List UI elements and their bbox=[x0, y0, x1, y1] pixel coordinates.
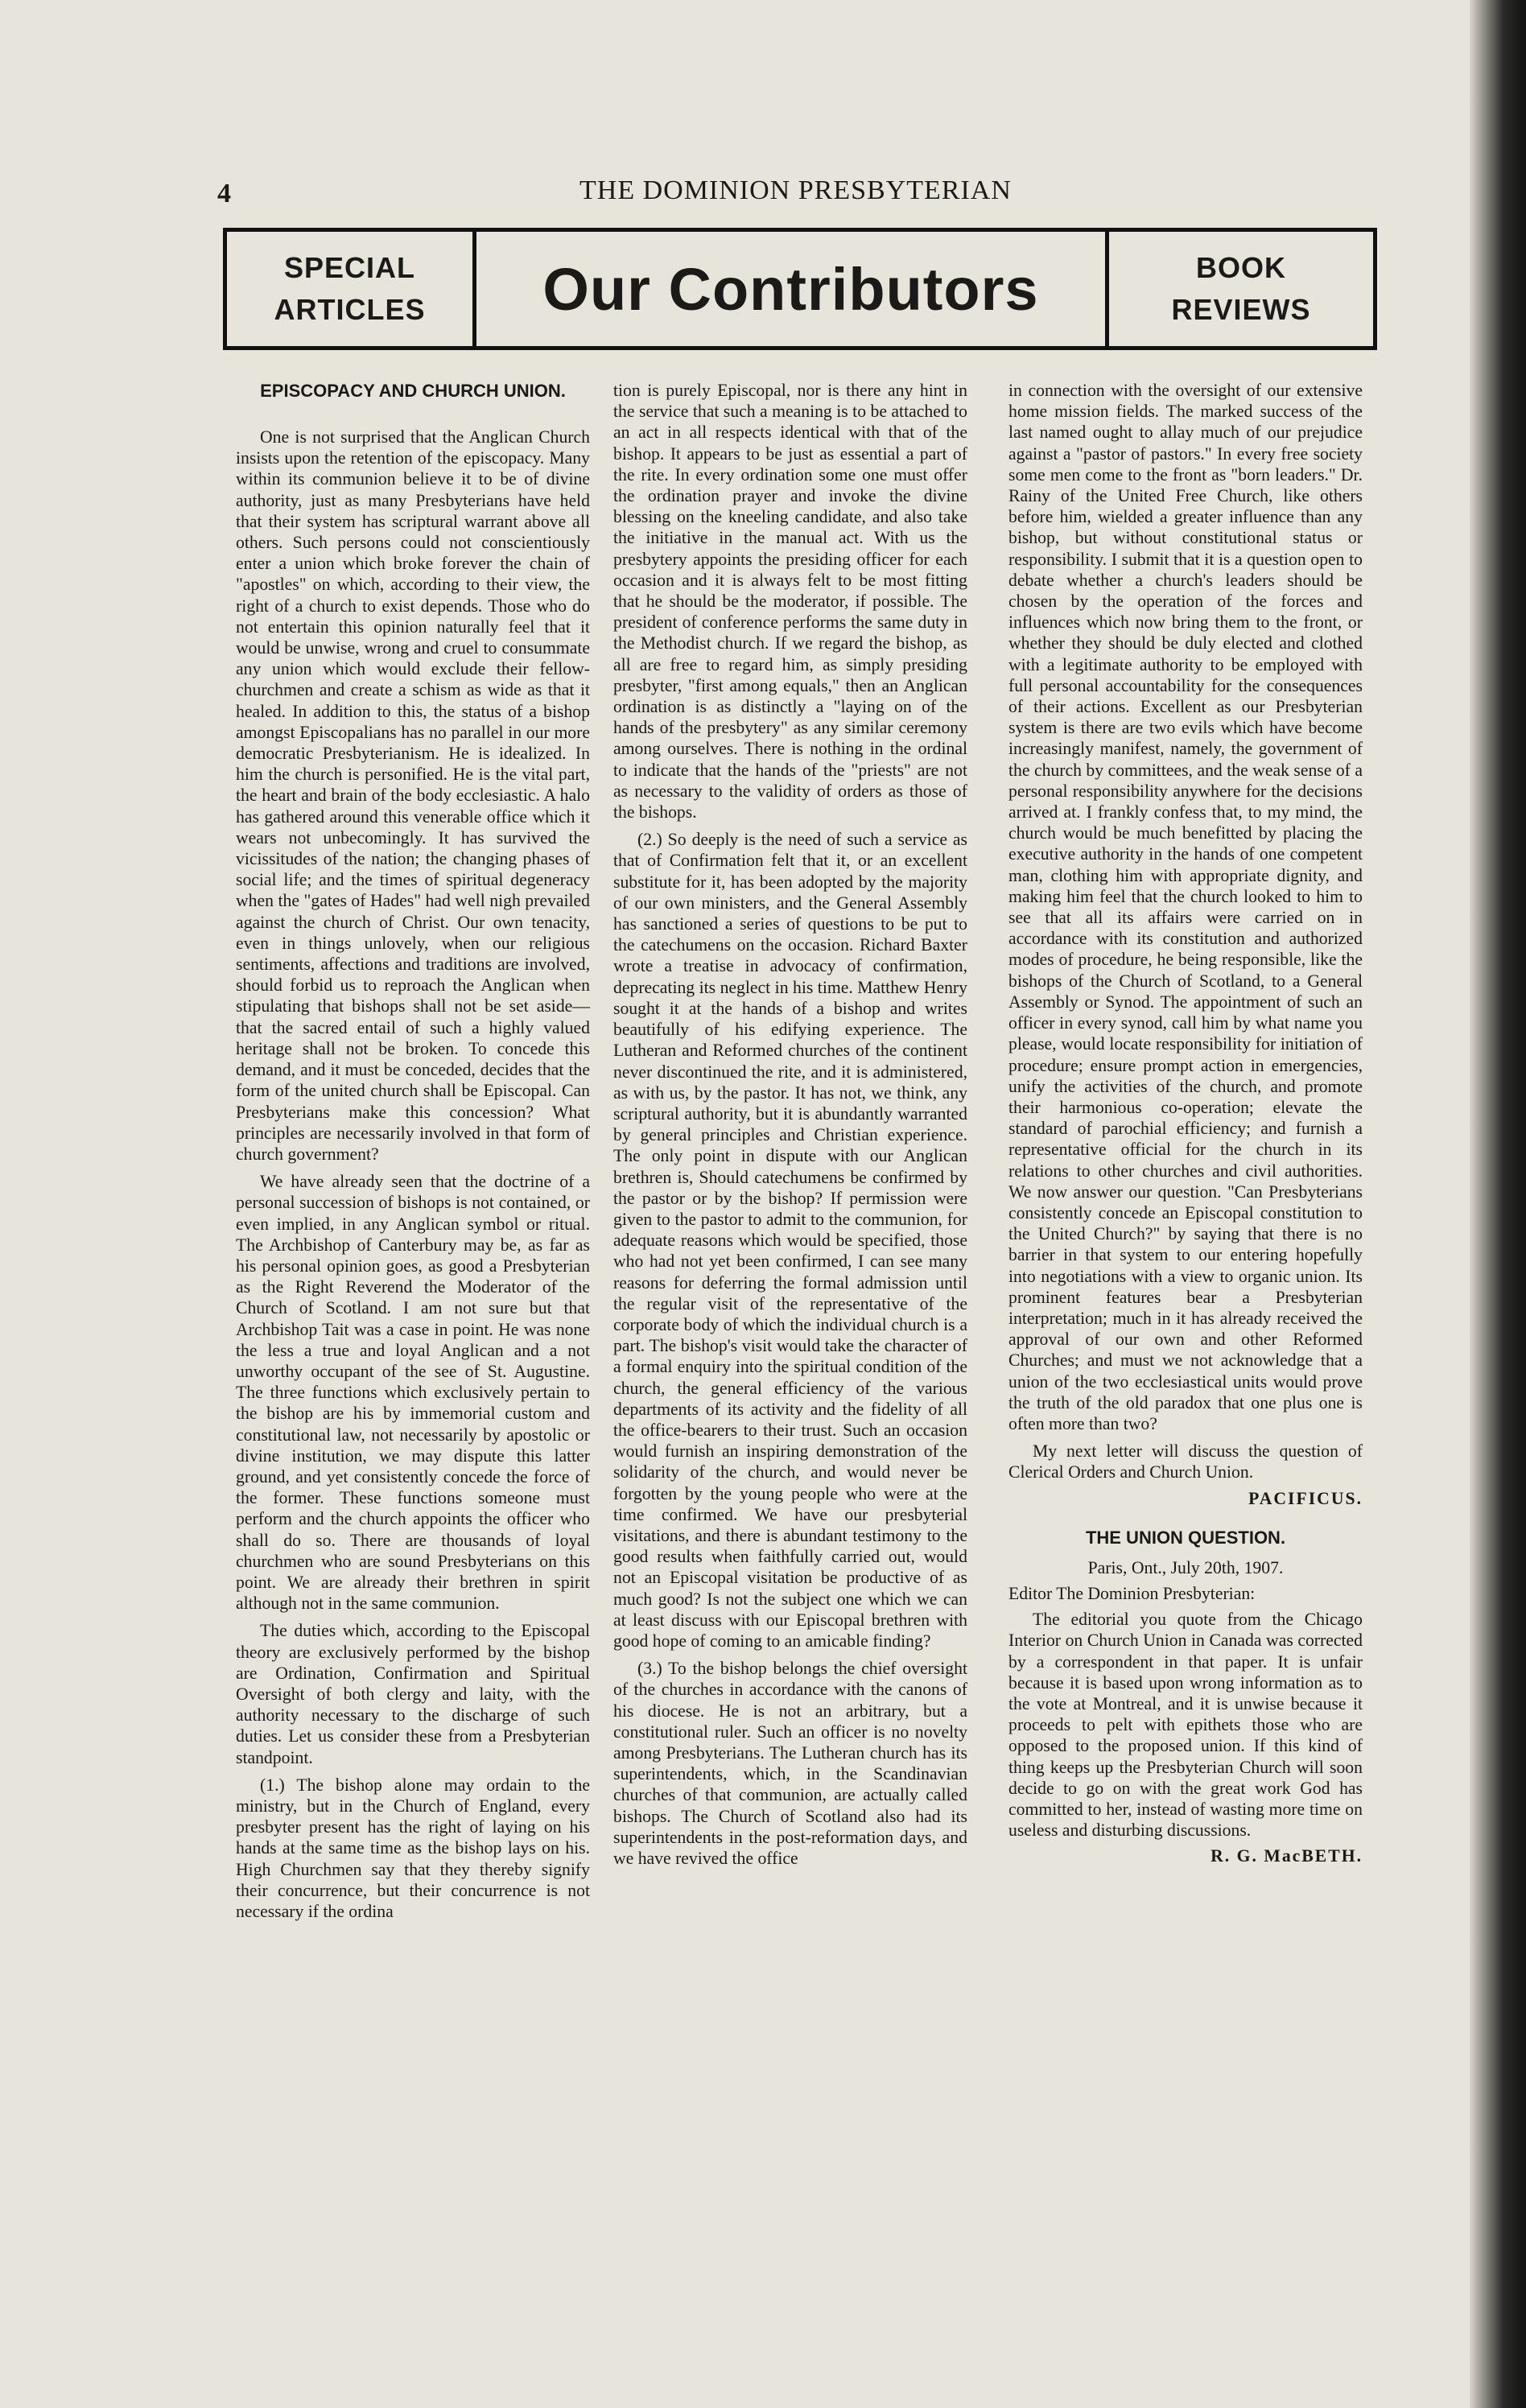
article-paragraph: We have already seen that the doctrine of a personal succession of bishops is not contained, or even implied, in any Anglican symbol or ritual. The Archbishop of Canterbury may be, as far as his personal opinion goes, as good a Presbyterian as the Right Reverend the Moderator of the Church of Scotland. I am not sure but that Archbishop Tait was a case in point. He was none the less a true and loyal Anglican and a not unworthy occupant of the see of St. Augustine. The three functions which exclusively pertain to the bishop are his by immemorial custom and constitutional law, not necessarily by apostolic or divine institution, we may dispute this latter ground, and yet consistently concede the force of the former. These functions someone must perform and the church appoints the officer who shall do so. There are thousands of loyal churchmen who are sound Presbyterians on this point. We are already their brethren in spirit although not in the same communion. bbox=[236, 1172, 590, 1614]
article-signature: PACIFICUS. bbox=[1248, 1488, 1363, 1508]
dateline: Paris, Ont., July 20th, 1907. bbox=[1087, 1557, 1284, 1577]
column-1 bbox=[236, 380, 590, 1922]
article-title: THE UNION QUESTION. bbox=[1085, 1527, 1286, 1548]
page-number: 4 bbox=[217, 179, 231, 208]
article-paragraph: The duties which, according to the Episcopal theory are exclusively performed by the bishop are Ordination, Confirmation and Spiritual Oversight of both clergy and laity, with the authority necessary to the discharge of such duties. Let us consider these from a Presbyterian standpoint. bbox=[236, 1621, 590, 1767]
special-articles-box bbox=[227, 232, 476, 346]
article-paragraph: (2.) So deeply is the need of such a service as that of Confirmation felt that it, or an excellent substitute for it, has been adopted by the majority of our own ministers, and the General Assembly has sanctioned a series of questions to be put to the catechumens on the occasion. Richard Baxter wrote a treatise in advocacy of confirmation, deprecating its neglect in his time. Matthew Henry sought it at the hands of a bishop and writes beautifully of his edifying experience. The Lutheran and Reformed churches of the continent never discontinued the rite, and it is administered, as with us, by the pastor. It has not, we think, any scriptural authority, but it is abundantly warranted by general principles and Christian experience. The only point in dispute with our Anglican brethren is, Should catechumens be confirmed by the pastor or by the bishop? If permission were given to the pastor to admit to the communion, for adequate reasons which would be specified, those who had not yet been confirmed, I can see many reasons for deferring the formal admission until the regular visit of the representative of the corporate body of which the individual church is a part. The bishop's visit would take the character of a formal enquiry into the spiritual condition of the church, the general efficiency of the various departments of its activity and the fidelity of all the office-bearers to their trust. Such an occasion would furnish an inspiring demonstration of the solidarity of the church, and would never be forgotten by the young people who were at the time confirmed. We have our presbyterial visitations, and there is abundant testimony to the good results when faithfully carried out, would not an Episcopal visitation be productive of as much good? Is not the subject one which we can at least discuss with our Episcopal brethren with good hope of coming to an amicable finding? bbox=[613, 830, 967, 1651]
section-masthead bbox=[223, 228, 1377, 350]
column-3 bbox=[1008, 380, 1363, 1867]
articles-label: ARTICLES bbox=[274, 293, 426, 326]
book-label: BOOK bbox=[1196, 251, 1286, 284]
article-signature: R. G. MacBETH. bbox=[1210, 1846, 1363, 1866]
article-paragraph: in connection with the oversight of our extensive home mission fields. The marked success of the last named ought to allay much of our prejudice against a "pastor of pastors." In every free society some men come to the front as "born leaders." Dr. Rainy of the United Free Church, like others before him, wielded a greater influence than any bishop, but without constitutional status or responsibility. I submit that it is a question open to debate whether a church's leaders should be chosen by the operation of the forces and influences which now bring them to the front, or whether they should be duly elected and clothed with a legitimate authority to be employed with full personal accountability for the consequences of their actions. Excellent as our Presbyterian system is there are two evils which have become increasingly manifest, namely, the government of the church by committees, and the weak sense of a personal responsibility anywhere for the decisions arrived at. I frankly confess that, to my mind, the church would be much benefitted by placing the executive authority in the hands of one competent man, clothing him with appropriate dignity, and making him feel that the church looked to him to see that all its affairs were carried on in accordance with its constitution and authorized modes of procedure, he being responsible, like the bishops of the Church of Scotland, to a General Assembly or Synod. The appointment of such an officer in every synod, call him by what name you please, would locate responsibility for initiation of procedure; ensure prompt action in emergencies, unify the activities of the church, and promote their harmonious co-operation; elevate the standard of parochial efficiency; and furnish a representative official for the church in its relations to other churches and civil authorities. We now answer our question. "Can Presbyterians consistently concede an Episcopal constitution to the United Church?" by saying that there is no barrier in that system to our entering hopefully into negotiations with a view to organic union. Its prominent features bear a Presbyterian interpretation; much in it has already received the approval of our own and other Reformed Churches; and must we not acknowledge that a union of the two ecclesiastical units would prove the truth of the old paradox that one plus one is often more than two? bbox=[1008, 381, 1363, 1433]
article-paragraph: tion is purely Episcopal, nor is there any hint in the service that such a meaning is to be attached to an act in all respects identical with that of the bishop. It appears to be just as essential a part of the rite. In every ordination some one must offer the ordination prayer and invoke the divine blessing on the kneeling candidate, and also take the initiative in the manual act. With us the presbytery appoints the presiding officer for each occasion and it is always felt to be most fitting that he should be the moderator, if possible. The president of conference performs the same duty in the Methodist church. If we regard the bishop, as all are free to regard him, as simply presiding presbyter, "first among equals," then an Anglican ordination is as distinctly a "laying on of the hands of the presbytery" as any similar ceremony among ourselves. There is nothing in the ordinal to indicate that the hands of the "priests" are not as necessary to the validity of orders as those of the bishops. bbox=[613, 381, 967, 823]
scan-edge-shadow bbox=[1470, 0, 1526, 2408]
article-paragraph: My next letter will discuss the question of Clerical Orders and Church Union. bbox=[1008, 1441, 1363, 1482]
article-title: EPISCOPACY AND CHURCH UNION. bbox=[260, 381, 566, 401]
running-head: THE DOMINION PRESBYTERIAN bbox=[579, 175, 1012, 205]
column-2 bbox=[613, 380, 967, 1869]
section-title: Our Contributors bbox=[542, 255, 1039, 323]
article-paragraph: (1.) The bishop alone may ordain to the ministry, but in the Church of England, every presbyter present has the right of laying on his hands at the same time as the bishop lays on his. High Churchmen say that they thereby signify their concurrence, but their concurrence is not necessary if the ordina bbox=[236, 1775, 590, 1922]
salutation: Editor The Dominion Presbyterian: bbox=[1008, 1583, 1256, 1603]
special-label: SPECIAL bbox=[283, 251, 416, 284]
reviews-label: REVIEWS bbox=[1171, 293, 1311, 326]
section-title-box bbox=[476, 232, 1105, 346]
article-paragraph: One is not surprised that the Anglican Church insists upon the retention of the episcopacy. Many within its communion believe it to be of divine authority, just as many Presbyterians have held that their system has scriptural warrant above all others. Such persons could not conscientiously enter a union which broke forever the chain of "apostles" on which, according to their view, the right of a church to exist depends. Those who do not entertain this opinion naturally feel that it would be unwise, wrong and cruel to consummate any union which would exclude their fellow-churchmen and create a schism as wide as that it healed. In addition to this, the status of a bishop amongst Episcopalians has no parallel in our more democratic Presbyterianism. He is idealized. In him the church is personified. He is the vital part, the heart and brain of the body ecclesiastic. A halo has gathered around this venerable office which it wears not unbecomingly. It has survived the vicissitudes of the nation; the changing phases of social life; and the times of spiritual degeneracy when the "gates of Hades" had well nigh prevailed against the church of Christ. Our own tenacity, even in things unlovely, when our religious sentiments, affections and traditions are involved, should forbid us to reproach the Anglican when stipulating that bishops shall not be set aside—that the sacred entail of such a highly valued heritage shall not be broken. To concede this demand, and it must be conceded, decides that the form of the united church shall be Episcopal. Can Presbyterians make this concession? What principles are necessarily involved in that form of church government? bbox=[236, 427, 590, 1164]
article-paragraph: (3.) To the bishop belongs the chief oversight of the churches in accordance with the canons of his diocese. He is not an arbitrary, but a constitutional ruler. Such an officer is no novelty among Presbyterians. The Lutheran church has its superintendents, which, in the Scandinavian churches of that communion, are actually called bishops. The Church of Scotland also had its superintendents in the post-reformation days, and we have revived the office bbox=[613, 1659, 967, 1869]
article-paragraph: The editorial you quote from the Chicago Interior on Church Union in Canada was corrected by a correspondent in that paper. It is unfair because it is based upon wrong information as to the vote at Montreal, and it is unwise because it proceeds to pelt with epithets those who are opposed to the proposed union. If this kind of thing keeps up the Presbyterian Church will soon decide to go on with the great work God has committed to her, instead of wasting more time on useless and disturbing discussions. bbox=[1008, 1610, 1363, 1841]
book-reviews-box bbox=[1105, 232, 1373, 346]
